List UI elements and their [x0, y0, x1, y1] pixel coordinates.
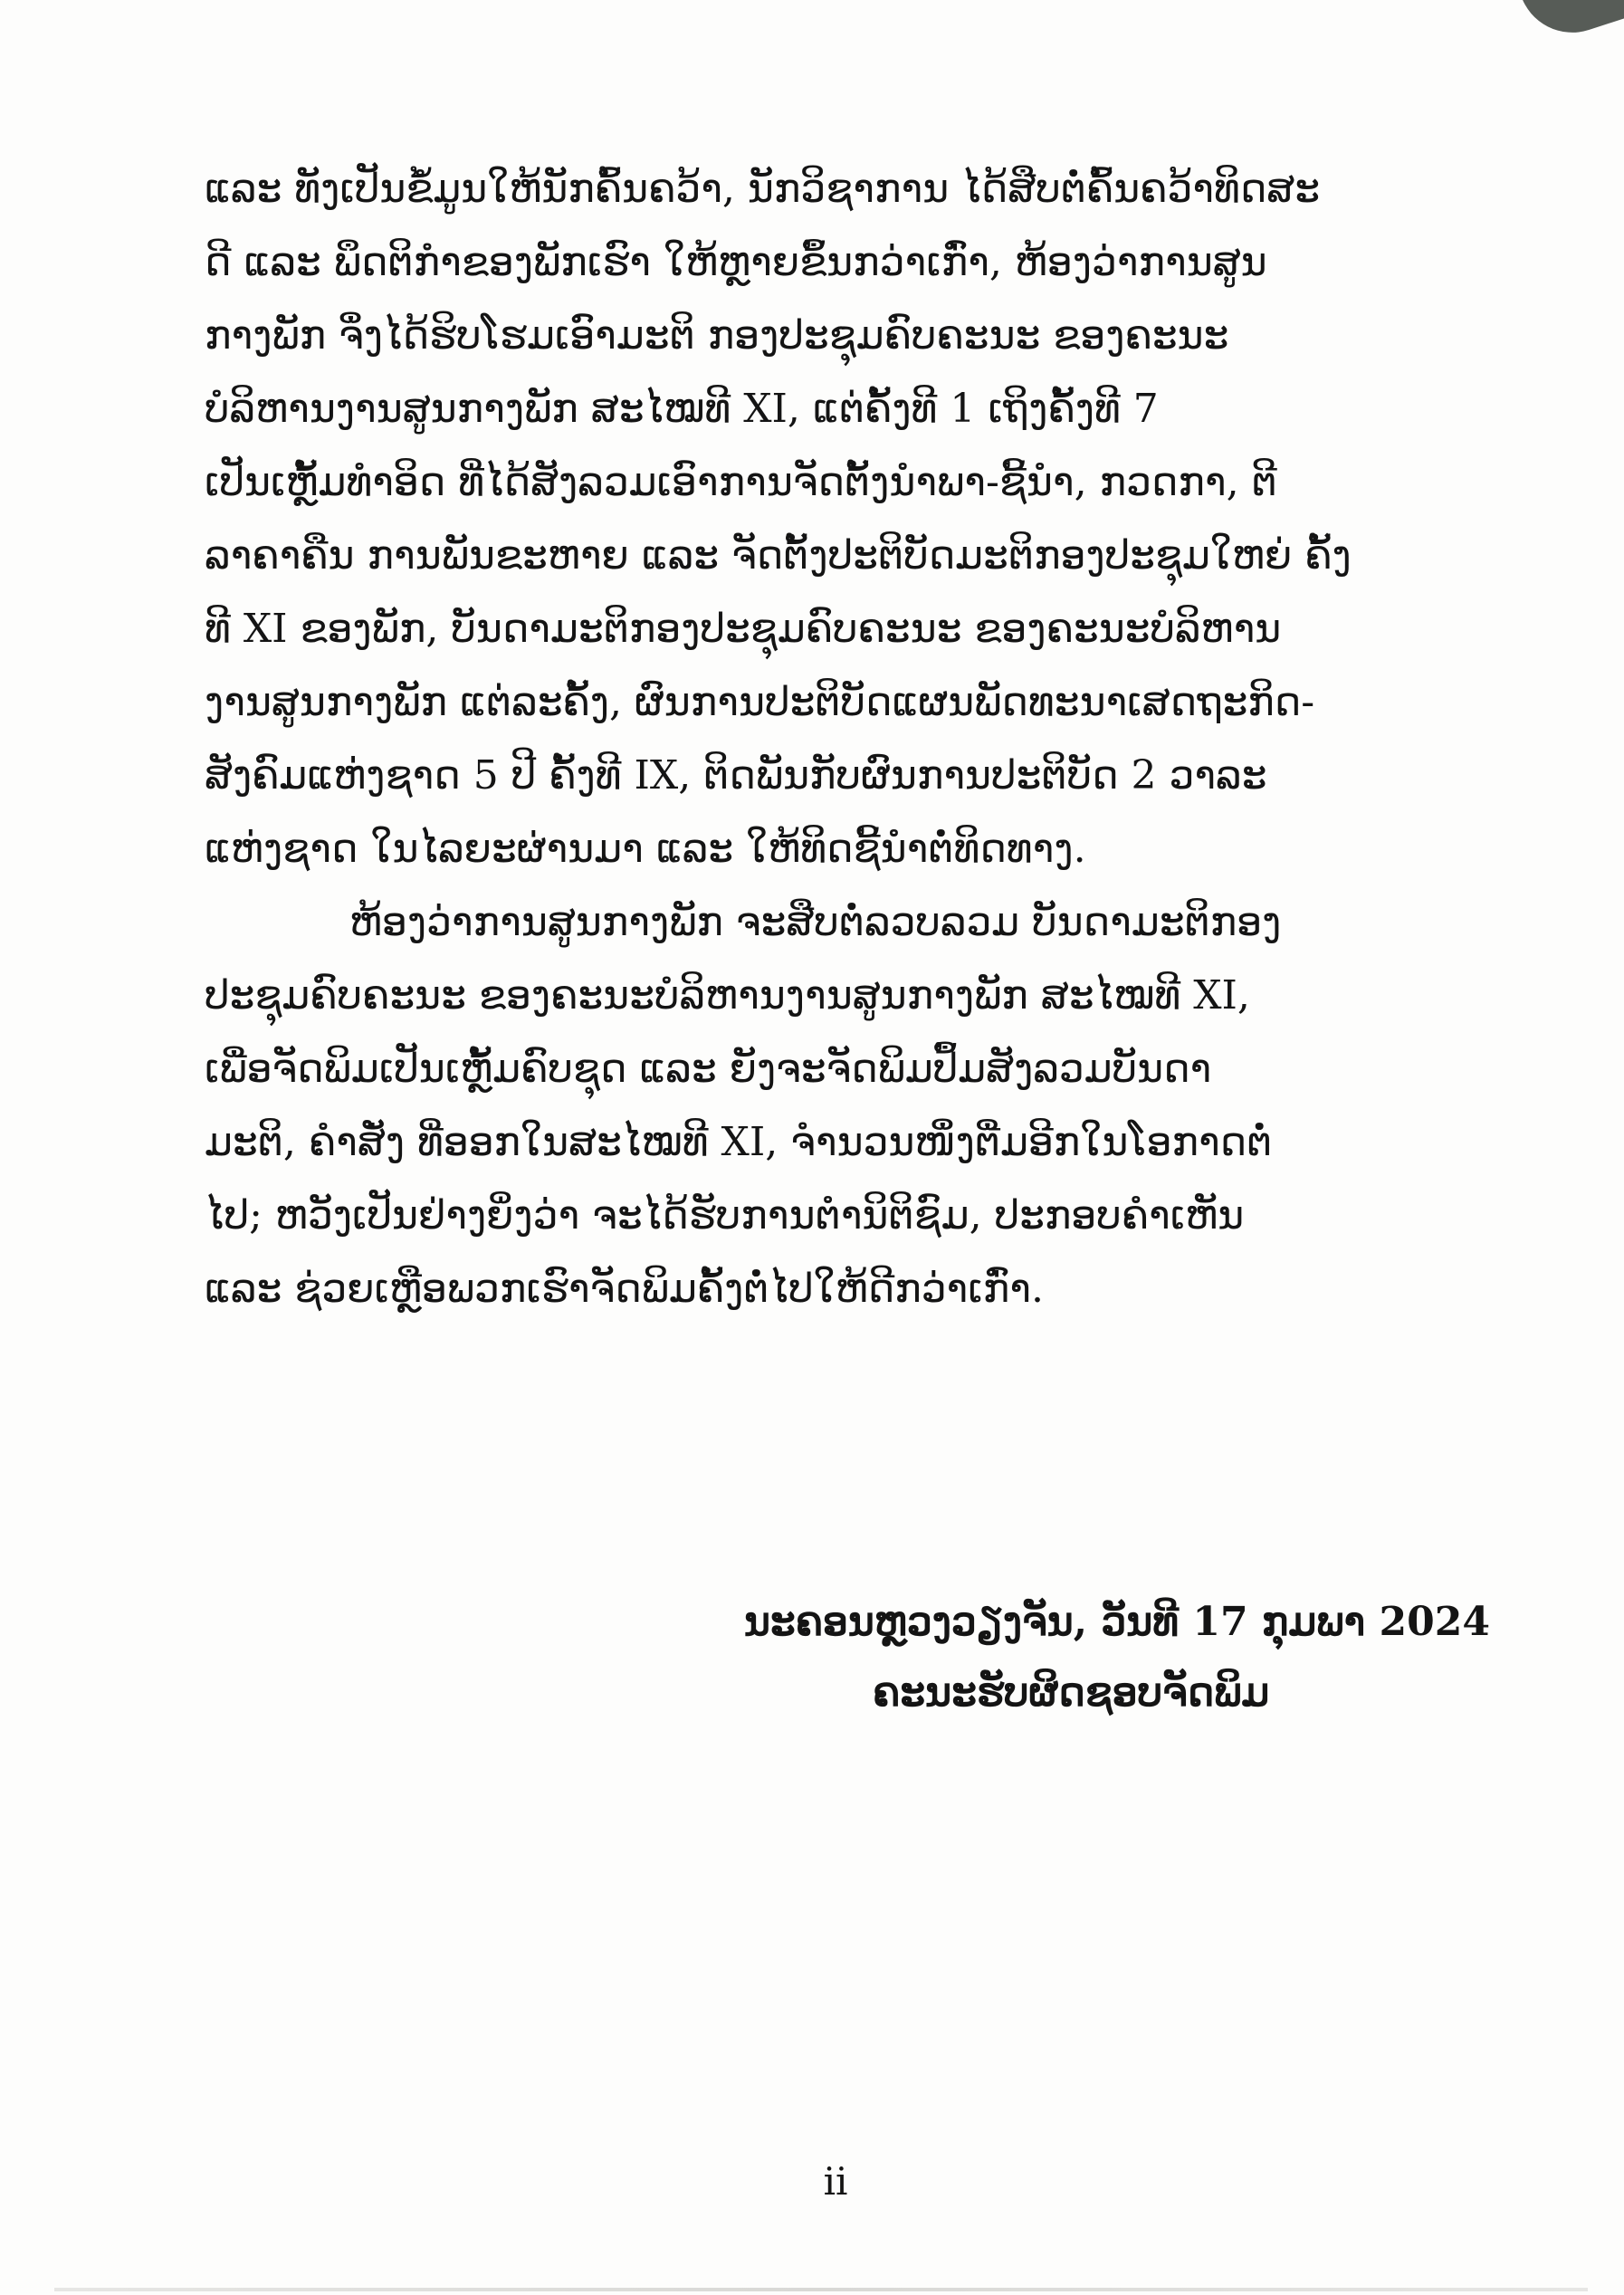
- scan-bottom-edge: [54, 2288, 1588, 2291]
- body-text: [205, 152, 1490, 1325]
- text-line: ສັງຄົມແຫ່ງຊາດ 5 ປີ ຄັ້ງທີ IX, ຕິດພັນກັບຜົນການປະຕິບັດ 2 ວາລະ: [205, 752, 1267, 798]
- paragraph-start-line: ຫ້ອງວ່າການສູນກາງພັກ ຈະສືບຕໍ່ລວບລວມ ບັນດາມະຕິກອງ: [349, 899, 1282, 945]
- text-line: ກາງພັກ ຈຶ່ງໄດ້ຮິບໂຮມເອົາມະຕິ ກອງປະຊຸມຄົບຄະນະ ຂອງຄະນະ: [205, 312, 1229, 359]
- text-line: ມະຕິ, ຄຳສັ່ງ ທີ່ອອກໃນສະໄໝທີ XI, ຈຳນວນໜຶ່ງຕື່ມອີກໃນໂອກາດຕໍ່: [205, 1119, 1273, 1165]
- text-line: ແລະ ທັງເປັນຂໍ້ມູນໃຫ້ນັກຄົ້ນຄວ້າ, ນັກວິຊາການ ໄດ້ສືບຕໍ່ຄົ້ນຄວ້າທິດສະ: [205, 166, 1321, 212]
- page-number: ii: [823, 2159, 848, 2204]
- text-line: ທີ XI ຂອງພັກ, ບັນດາມະຕິກອງປະຊຸມຄົບຄະນະ ຂອງຄະນະບໍລິຫານ: [205, 606, 1282, 652]
- text-line: ແຫ່ງຊາດ ໃນໄລຍະຜ່ານມາ ແລະ ໃຫ້ທິດຊີ້ນຳຕໍ່ທິດທາງ.: [205, 826, 1086, 872]
- text-line: ລາຄາຄືນ ການພັນຂະຫາຍ ແລະ ຈັດຕັ້ງປະຕິບັດມະຕິກອງປະຊຸມໃຫຍ່ ຄັ້ງ: [205, 532, 1352, 579]
- text-line: ດີ ແລະ ພຶດຕິກຳຂອງພັກເຮົາ ໃຫ້ຫຼາຍຂຶ້ນກວ່າເກົ່າ, ຫ້ອງວ່າການສູນ: [205, 239, 1267, 285]
- text-line: ເປັນເຫຼັ້ມທຳອິດ ທີ່ໄດ້ສັງລວມເອົາການຈັດຕັ້ງນຳພາ-ຊີ້ນຳ, ກວດກາ, ຕີ: [205, 459, 1277, 505]
- text-line: ບໍລິຫານງານສູນກາງພັກ ສະໄໝທີ XI, ແຕ່ຄັ້ງທີ 1 ເຖິງຄັ້ງທີ 7: [205, 386, 1159, 432]
- place-date: ນະຄອນຫຼວງວຽງຈັນ, ວັນທີ 17 ກຸມພາ 2024: [743, 1599, 1490, 1645]
- text-line: ປະຊຸມຄົບຄະນະ ຂອງຄະນະບໍລິຫານງານສູນກາງພັກ ສະໄໝທີ XI,: [205, 972, 1250, 1018]
- text-line: ງານສູນກາງພັກ ແຕ່ລະຄັ້ງ, ຜົນການປະຕິບັດແຜນພັດທະນາເສດຖະກິດ-: [205, 679, 1315, 725]
- scan-corner-artifact: [1518, 0, 1624, 46]
- text-line: ໄປ; ຫວັງເປັນຢ່າງຍິ່ງວ່າ ຈະໄດ້ຮັບການຕຳນິຕິຊົມ, ປະກອບຄຳເຫັນ: [205, 1192, 1245, 1238]
- text-line: ແລະ ຊ່ວຍເຫຼືອພວກເຮົາຈັດພິມຄັ້ງຕໍ່ໄປໃຫ້ດີກວ່າເກົ່າ.: [205, 1266, 1044, 1312]
- signatory-org: ຄະນະຮັບຜິດຊອບຈັດພິມ: [873, 1669, 1270, 1716]
- text-line: ເພື່ອຈັດພິມເປັນເຫຼັ້ມຄົບຊຸດ ແລະ ຍັງຈະຈັດພິມປຶ້ມສັງລວມບັນດາ: [205, 1046, 1212, 1092]
